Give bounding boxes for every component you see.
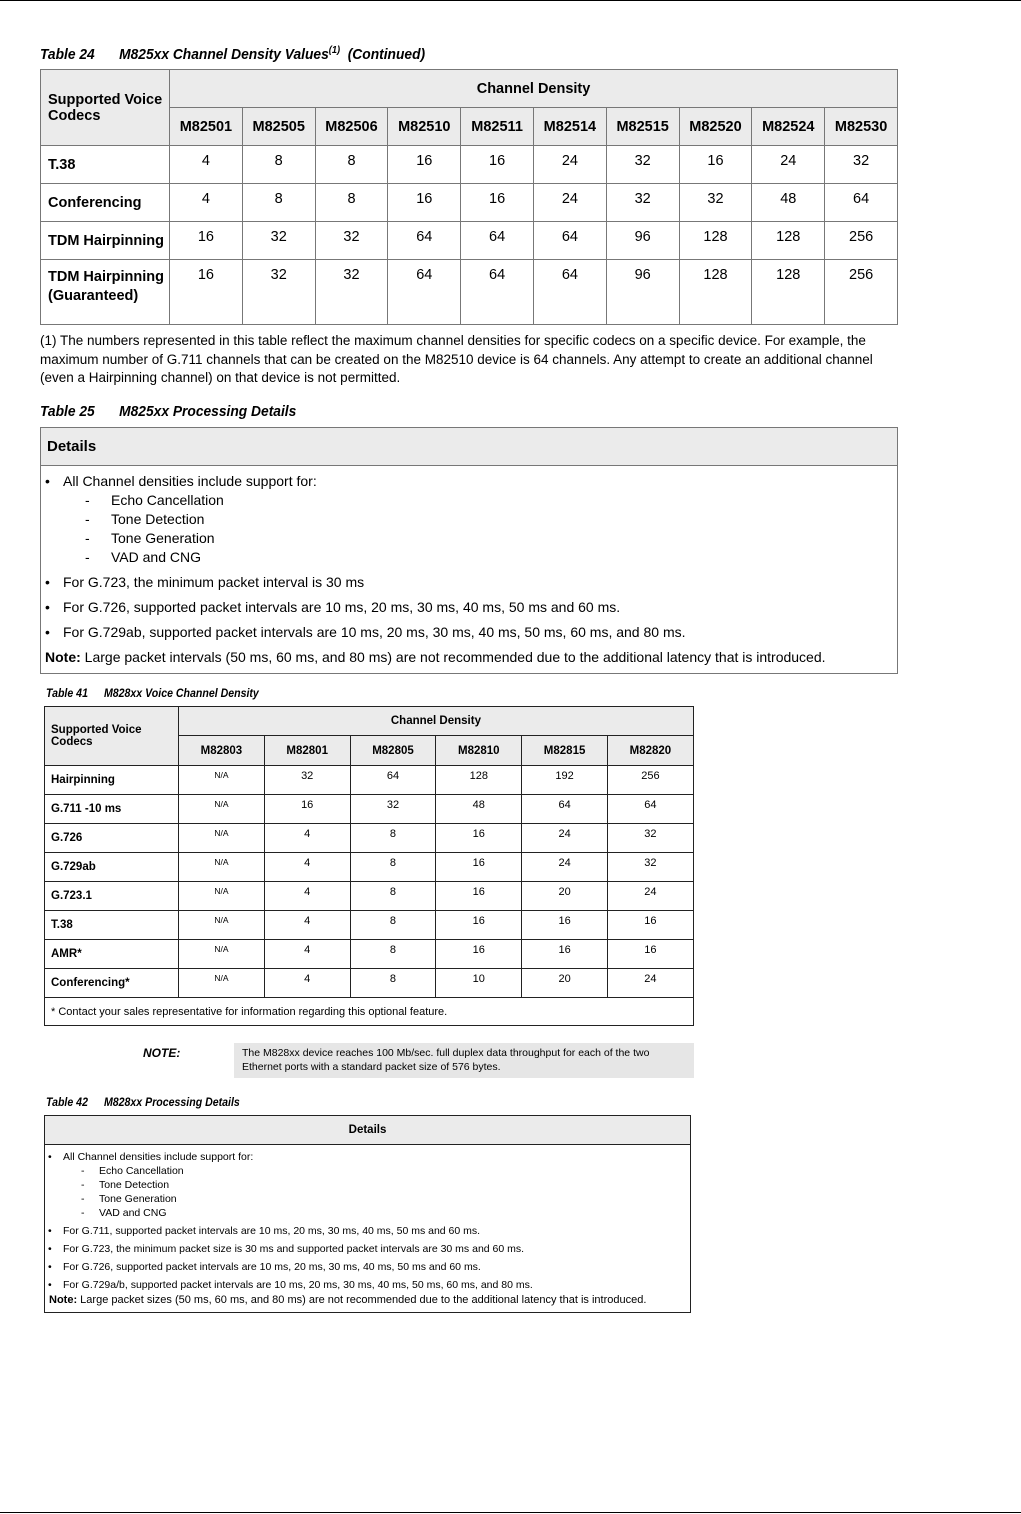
density-cell: 32 [607, 853, 693, 882]
codec-label: G.711 -10 ms [45, 795, 179, 824]
density-cell: 32 [264, 766, 350, 795]
codec-label: TDM Hairpinning (Guaranteed) [41, 260, 170, 325]
table-row [45, 853, 694, 882]
density-cell: 64 [461, 222, 534, 260]
feature-item: - VAD and CNG [41, 548, 897, 567]
table-row [45, 882, 694, 911]
density-cell: 8 [350, 969, 436, 998]
table-row [41, 222, 898, 260]
density-cell: 16 [388, 184, 461, 222]
list-item: • For G.729ab, supported packet intervals are 10 ms, 20 ms, 30 ms, 40 ms, 50 ms, 60 ms, and 80 ms. [41, 623, 897, 642]
density-cell: 8 [242, 146, 315, 184]
device-header: M82801 [264, 736, 350, 766]
density-cell: 128 [679, 260, 752, 325]
device-header: M82506 [315, 108, 388, 146]
density-cell: 16 [522, 940, 608, 969]
density-cell: 96 [606, 260, 679, 325]
density-cell: 64 [388, 260, 461, 325]
density-cell: N/A [179, 940, 265, 969]
table42-caption: Table 42 M828xx Processing Details [46, 1097, 240, 1109]
device-header: M82805 [350, 736, 436, 766]
table-row [45, 911, 694, 940]
density-cell: 24 [533, 184, 606, 222]
density-cell: 128 [679, 222, 752, 260]
device-header: M82520 [679, 108, 752, 146]
density-cell: 16 [388, 146, 461, 184]
codec-label: Conferencing* [45, 969, 179, 998]
density-cell: 16 [607, 940, 693, 969]
table24-group-header: Channel Density [170, 70, 898, 108]
codec-label: T.38 [41, 146, 170, 184]
density-cell: 16 [679, 146, 752, 184]
density-cell: 64 [825, 184, 898, 222]
table25-caption: Table 25 M825xx Processing Details [40, 403, 297, 420]
density-cell: 32 [242, 260, 315, 325]
device-header: M82505 [242, 108, 315, 146]
table41-caption: Table 41 M828xx Voice Channel Density [46, 688, 259, 700]
density-cell: 16 [264, 795, 350, 824]
density-cell: 256 [825, 260, 898, 325]
density-cell: 64 [607, 795, 693, 824]
device-header: M82515 [606, 108, 679, 146]
table41-footnote: * Contact your sales representative for information regarding this optional feature. [45, 998, 694, 1026]
density-cell: 16 [436, 940, 522, 969]
density-cell: 24 [533, 146, 606, 184]
density-cell: 128 [752, 260, 825, 325]
density-cell: 16 [461, 146, 534, 184]
bottom-rule [0, 1512, 1021, 1513]
density-cell: N/A [179, 824, 265, 853]
feature-item: - Echo Cancellation [45, 1164, 690, 1178]
list-item: • For G.729a/b, supported packet intervals are 10 ms, 20 ms, 30 ms, 40 ms, 50 ms, 60 ms, and 80 ms. [45, 1278, 690, 1292]
density-cell: 32 [606, 146, 679, 184]
density-cell: 32 [825, 146, 898, 184]
density-cell: 16 [436, 853, 522, 882]
table24-caption: Table 24 M825xx Channel Density Values$^{(1)}$ (Continued) [40, 45, 426, 63]
density-cell: 128 [752, 222, 825, 260]
list-item: • For G.723, the minimum packet size is 30 ms and supported packet intervals are 30 ms and 60 ms. [45, 1242, 690, 1256]
density-cell: N/A [179, 911, 265, 940]
table25-header: Details [41, 428, 897, 466]
list-item: • All Channel densities include support for: [41, 472, 897, 491]
density-cell: N/A [179, 766, 265, 795]
density-cell: 24 [607, 969, 693, 998]
codec-label: T.38 [45, 911, 179, 940]
density-cell: 16 [607, 911, 693, 940]
density-cell: 20 [522, 969, 608, 998]
density-cell: 32 [315, 222, 388, 260]
table24-footnote: (1) The numbers represented in this table reflect the maximum channel densities for specific codecs on a specific device. For example, the maximum number of G.711 channels that can be created on the M82510 device is 64 channels. Any attempt to create an additional channel (even a Hairpinning channel) on that device is not permitted. [40, 333, 873, 385]
density-cell: 48 [436, 795, 522, 824]
note-box: The M828xx device reaches 100 Mb/sec. full duplex data throughput for each of the two Ethernet ports with a standard packet size of 576 bytes. [234, 1043, 694, 1078]
density-cell: 32 [242, 222, 315, 260]
table25-processing-details [40, 427, 898, 674]
top-rule [0, 0, 1021, 1]
table42-note: Note: Large packet sizes (50 ms, 60 ms, and 80 ms) are not recommended due to the additional latency that is introduced. [49, 1294, 647, 1306]
density-cell: N/A [179, 853, 265, 882]
codec-label: Hairpinning [45, 766, 179, 795]
feature-item: - Echo Cancellation [41, 491, 897, 510]
table-row [41, 184, 898, 222]
density-cell: 24 [752, 146, 825, 184]
codec-label: G.723.1 [45, 882, 179, 911]
density-cell: 32 [350, 795, 436, 824]
density-cell: 64 [388, 222, 461, 260]
codec-label: G.726 [45, 824, 179, 853]
density-cell: 16 [461, 184, 534, 222]
density-cell: 4 [264, 882, 350, 911]
density-cell: 16 [170, 260, 243, 325]
density-cell: 32 [315, 260, 388, 325]
table-row [45, 824, 694, 853]
density-cell: 4 [264, 940, 350, 969]
density-cell: 16 [436, 911, 522, 940]
density-cell: 4 [170, 146, 243, 184]
feature-item: - Tone Generation [45, 1192, 690, 1206]
density-cell: 8 [242, 184, 315, 222]
density-cell: 32 [606, 184, 679, 222]
table25-note: Note: Large packet intervals (50 ms, 60 ms, and 80 ms) are not recommended due to the additional latency that is introduced. [45, 649, 826, 665]
codec-label: AMR* [45, 940, 179, 969]
density-cell: 4 [264, 911, 350, 940]
list-item: • For G.726, supported packet intervals are 10 ms, 20 ms, 30 ms, 40 ms, 50 ms and 60 ms. [41, 598, 897, 617]
density-cell: 128 [436, 766, 522, 795]
density-cell: 64 [533, 260, 606, 325]
density-cell: 4 [264, 969, 350, 998]
table-row [41, 260, 898, 325]
codec-label: G.729ab [45, 853, 179, 882]
table-row [45, 766, 694, 795]
density-cell: 16 [522, 911, 608, 940]
table-row [41, 146, 898, 184]
density-cell: 4 [264, 824, 350, 853]
density-cell: 96 [606, 222, 679, 260]
table24-channel-density [40, 69, 898, 325]
density-cell: 8 [350, 882, 436, 911]
density-cell: 8 [315, 184, 388, 222]
device-header: M82820 [607, 736, 693, 766]
density-cell: 8 [315, 146, 388, 184]
density-cell: 4 [264, 853, 350, 882]
density-cell: 64 [350, 766, 436, 795]
table-row [45, 795, 694, 824]
list-item: • All Channel densities include support for: [45, 1150, 690, 1164]
device-header: M82511 [461, 108, 534, 146]
density-cell: N/A [179, 969, 265, 998]
table41-row-header: Supported Voice Codecs [45, 707, 179, 766]
list-item: • For G.711, supported packet intervals are 10 ms, 20 ms, 30 ms, 40 ms, 50 ms and 60 ms. [45, 1224, 690, 1238]
density-cell: 16 [436, 882, 522, 911]
list-item: • For G.726, supported packet intervals are 10 ms, 20 ms, 30 ms, 40 ms, 50 ms and 60 ms. [45, 1260, 690, 1274]
table42-processing-details [44, 1115, 691, 1313]
density-cell: N/A [179, 795, 265, 824]
density-cell: 24 [522, 853, 608, 882]
density-cell: 24 [607, 882, 693, 911]
density-cell: 24 [522, 824, 608, 853]
density-cell: 8 [350, 853, 436, 882]
feature-item: - Tone Detection [41, 510, 897, 529]
device-header: M82501 [170, 108, 243, 146]
feature-item: - VAD and CNG [45, 1206, 690, 1220]
density-cell: 16 [170, 222, 243, 260]
feature-item: - Tone Generation [41, 529, 897, 548]
density-cell: N/A [179, 882, 265, 911]
density-cell: 8 [350, 824, 436, 853]
density-cell: 48 [752, 184, 825, 222]
table-row [45, 969, 694, 998]
density-cell: 64 [533, 222, 606, 260]
density-cell: 4 [170, 184, 243, 222]
density-cell: 16 [436, 824, 522, 853]
density-cell: 8 [350, 940, 436, 969]
table24-row-header: Supported Voice Codecs [41, 70, 170, 146]
device-header: M82510 [388, 108, 461, 146]
density-cell: 64 [461, 260, 534, 325]
list-item: • For G.723, the minimum packet interval is 30 ms [41, 573, 897, 592]
density-cell: 8 [350, 911, 436, 940]
codec-label: Conferencing [41, 184, 170, 222]
table42-header: Details [45, 1116, 690, 1145]
note-label: NOTE: [143, 1046, 181, 1060]
density-cell: 192 [522, 766, 608, 795]
device-header: M82514 [533, 108, 606, 146]
device-header: M82530 [825, 108, 898, 146]
device-header: M82810 [436, 736, 522, 766]
density-cell: 32 [607, 824, 693, 853]
device-header: M82524 [752, 108, 825, 146]
device-header: M82815 [522, 736, 608, 766]
table41-group-header: Channel Density [179, 707, 694, 736]
density-cell: 256 [607, 766, 693, 795]
density-cell: 32 [679, 184, 752, 222]
feature-item: - Tone Detection [45, 1178, 690, 1192]
density-cell: 10 [436, 969, 522, 998]
density-cell: 64 [522, 795, 608, 824]
table41-voice-channel-density [44, 706, 694, 1026]
table-row [45, 940, 694, 969]
density-cell: 256 [825, 222, 898, 260]
codec-label: TDM Hairpinning [41, 222, 170, 260]
device-header: M82803 [179, 736, 265, 766]
density-cell: 20 [522, 882, 608, 911]
